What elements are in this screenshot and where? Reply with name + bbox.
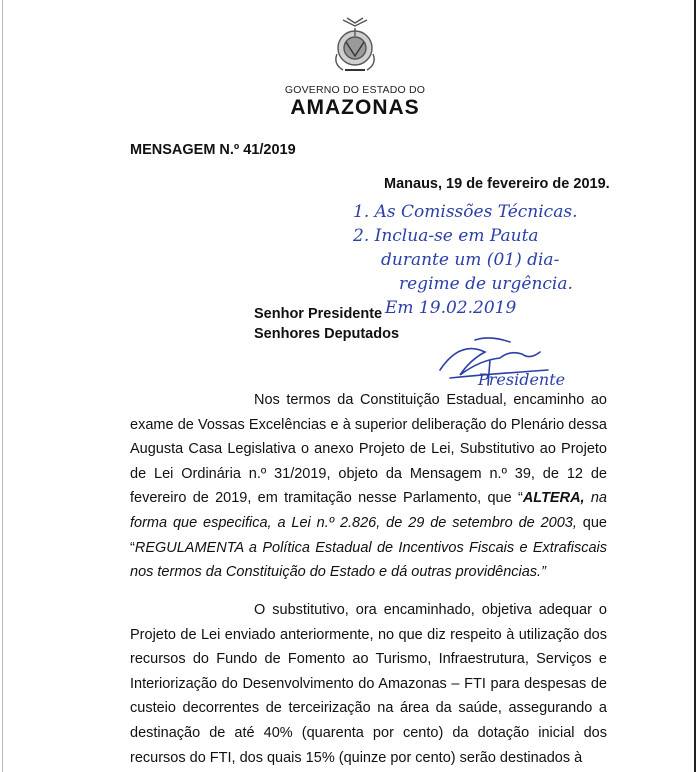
- dispatch-date: Em 19.02.2019: [385, 298, 517, 318]
- letterhead: [260, 14, 450, 120]
- dispatch-line-1: 1. As Comissões Técnicas.: [353, 202, 578, 222]
- signature-title: Presidente: [478, 370, 566, 389]
- paragraph-1-text-d: a Política Estadual de Incentivos Fiscais e Extrafiscais nos termos da Constituição do Estado e dá outras providências.”: [130, 539, 607, 581]
- dispatch-line-3: durante um (01) dia-: [381, 250, 560, 270]
- paragraph-1: [130, 388, 607, 585]
- government-label: GOVERNO DO ESTADO DO: [284, 84, 426, 96]
- paragraph-1-text-b: na forma que especifica, a Lei n.º 2.826, de 29 de setembro de 2003,: [130, 490, 607, 531]
- dispatch-line-2: 2. Inclua-se em Pauta: [353, 226, 539, 246]
- salutation-line-1: Senhor Presidente: [254, 306, 383, 322]
- message-date: Manaus, 19 de fevereiro de 2019.: [384, 176, 610, 192]
- paragraph-2: [130, 598, 607, 770]
- state-name: AMAZONAS: [290, 96, 420, 119]
- state-coat-of-arms-icon: [329, 14, 381, 76]
- paragraph-1-text-c: que “: [130, 514, 607, 556]
- message-number: MENSAGEM N.º 41/2019: [130, 142, 296, 158]
- paragraph-2-text: O substitutivo, ora encaminhado, objetiva adequar o Projeto de Lei enviado anteriormente, no que diz respeito à utilização dos recursos do Fundo de Fomento ao Turismo, Infraestrutura, Serviços e Interiorização do Desenvolvimento do Amazonas – FTI para despesas de custeio decorrentes de terceirização na área da saúde, assegurando a destinação de até 40% (quarenta por cento) da dotação inicial dos recursos do FTI, dos quais 15% (quinze por cento) serão destinados à: [130, 602, 607, 766]
- salutation: [254, 304, 399, 344]
- salutation-line-2: Senhores Deputados: [254, 326, 400, 342]
- paragraph-1-regulamenta: REGULAMENTA: [134, 539, 244, 556]
- handwritten-dispatch: [345, 200, 625, 320]
- dispatch-line-4: regime de urgência.: [399, 274, 573, 294]
- paragraph-1-text-a: Nos termos da Constituição Estadual, encaminho ao exame de Vossas Excelências e à superior deliberação do Plenário dessa Augusta Casa Legislativa o anexo Projeto de Lei, Substitutivo ao Projeto de Lei Ordinária n.º 31/2019, objeto da Mensagem n.º 39, de 12 de fevereiro de 2019, em tramitação nesse Parlamento, que “: [130, 392, 607, 507]
- paragraph-1-altera: ALTERA,: [522, 490, 585, 507]
